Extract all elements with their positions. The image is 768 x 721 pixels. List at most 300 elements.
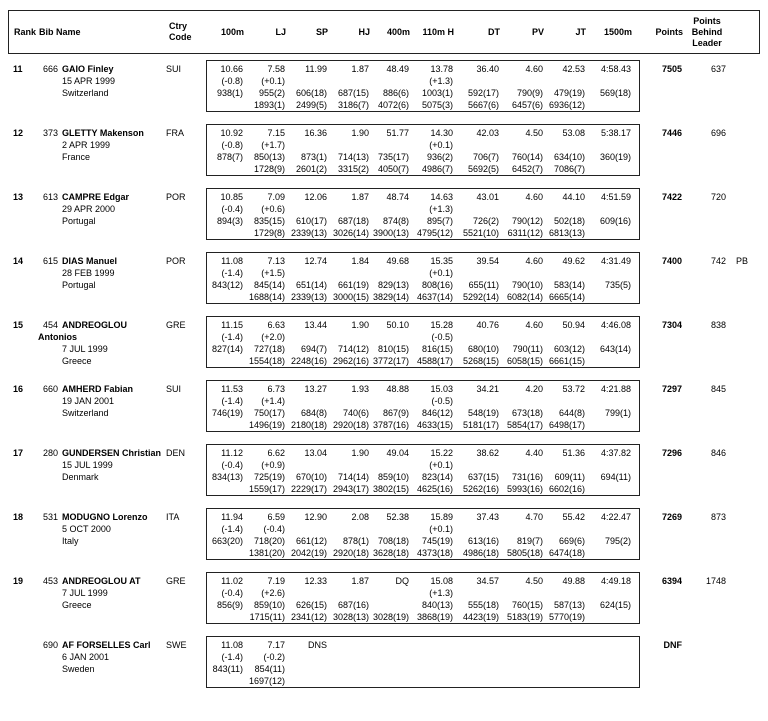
event-wind xyxy=(503,395,547,407)
athlete-row xyxy=(8,636,760,688)
athlete-info xyxy=(38,444,166,496)
event-wind: (-1.4) xyxy=(221,396,243,406)
event-cumulative xyxy=(209,355,247,367)
event-mark: 4:58.43 xyxy=(600,64,631,74)
event-wind xyxy=(547,395,589,407)
bib-and-name xyxy=(38,191,166,203)
event-points: 886(6) xyxy=(382,88,409,98)
event-mark: 6.73 xyxy=(267,384,285,394)
event-mark: 6.59 xyxy=(267,512,285,522)
header-col-lj: LJ xyxy=(275,26,286,37)
event-points: 726(2) xyxy=(472,216,499,226)
event-mark: 1.87 xyxy=(351,576,369,586)
event-cumulative xyxy=(209,99,247,111)
event-cumulative xyxy=(589,99,635,111)
country-name: Portugal xyxy=(62,216,96,226)
event-points: 548(19) xyxy=(467,408,499,418)
event-cumulative: 2248(16) xyxy=(290,356,327,366)
event-points: 874(8) xyxy=(382,216,409,226)
points-behind: 1748 xyxy=(705,576,726,586)
event-cumulative: 6474(18) xyxy=(548,548,585,558)
rank: 11 xyxy=(13,64,23,74)
event-points: 810(15) xyxy=(377,344,409,354)
event-cumulative: 4637(14) xyxy=(416,292,453,302)
event-cumulative: 2341(12) xyxy=(290,612,327,622)
event-points: 746(19) xyxy=(211,408,243,418)
event-points: 735(5) xyxy=(604,280,631,290)
event-points: 740(6) xyxy=(342,408,369,418)
event-mark: 52.38 xyxy=(386,512,409,522)
result-note xyxy=(728,188,766,240)
event-mark: 4.50 xyxy=(525,576,543,586)
event-cumulative: 6661(15) xyxy=(548,356,585,366)
event-wind xyxy=(331,459,373,471)
event-cumulative: 1559(17) xyxy=(248,484,285,494)
points-behind: 873 xyxy=(710,512,726,522)
event-points: 694(11) xyxy=(600,472,631,482)
birth-date: 7 JUL 1999 xyxy=(62,344,108,354)
event-cumulative: 5667(6) xyxy=(467,100,499,110)
event-cumulative xyxy=(331,675,373,687)
country-code: ITA xyxy=(166,512,180,522)
header-behind-line1: Points xyxy=(693,15,721,26)
event-mark: 4:46.08 xyxy=(600,320,631,330)
event-results-box xyxy=(206,444,640,496)
event-points: 479(19) xyxy=(553,88,585,98)
athlete-name: ANDREOGLOU AT xyxy=(62,576,141,586)
event-mark: 7.17 xyxy=(267,640,285,650)
event-wind xyxy=(589,459,635,471)
event-wind xyxy=(589,587,635,599)
event-cumulative: 3315(2) xyxy=(337,164,369,174)
event-mark: 7.15 xyxy=(267,128,285,138)
event-points xyxy=(373,663,413,675)
event-points: 895(7) xyxy=(426,216,453,226)
event-mark: 15.28 xyxy=(430,320,453,330)
header-col-sp: SP xyxy=(315,26,328,37)
event-mark: 50.94 xyxy=(562,320,585,330)
event-points: 735(17) xyxy=(377,152,409,162)
event-wind: (+1.5) xyxy=(261,268,285,278)
event-wind: (+0.6) xyxy=(261,204,285,214)
bib-number: 531 xyxy=(42,512,58,522)
header-points: Points xyxy=(655,26,683,37)
event-wind xyxy=(457,395,503,407)
event-mark: 4.50 xyxy=(525,128,543,138)
event-wind: (-1.4) xyxy=(221,268,243,278)
event-mark: 12.06 xyxy=(304,192,327,202)
event-cumulative xyxy=(589,355,635,367)
event-cumulative: 5268(15) xyxy=(462,356,499,366)
event-cumulative: 5692(5) xyxy=(467,164,499,174)
event-points: 834(13) xyxy=(211,472,243,482)
result-note xyxy=(728,572,766,624)
event-points: 555(18) xyxy=(467,600,499,610)
event-mark: 39.54 xyxy=(476,256,499,266)
event-points: 609(11) xyxy=(554,472,585,482)
event-cumulative: 1381(20) xyxy=(248,548,285,558)
birth-date: 15 JUL 1999 xyxy=(62,460,113,470)
event-points: 661(19) xyxy=(337,280,369,290)
athlete-row xyxy=(8,316,760,368)
header-col-dt: DT xyxy=(488,26,500,37)
event-points: 845(14) xyxy=(253,280,285,290)
event-points: 714(12) xyxy=(337,344,369,354)
event-points: 706(7) xyxy=(472,152,499,162)
event-points: 687(15) xyxy=(337,88,369,98)
total-points: 6394 xyxy=(661,576,682,586)
event-wind xyxy=(331,267,373,279)
event-mark: 49.62 xyxy=(562,256,585,266)
event-cumulative: 3028(13) xyxy=(332,612,369,622)
event-wind xyxy=(457,331,503,343)
event-mark: 36.40 xyxy=(476,64,499,74)
event-wind: (-1.4) xyxy=(221,332,243,342)
event-points: 819(7) xyxy=(516,536,543,546)
event-wind xyxy=(547,203,589,215)
event-wind xyxy=(373,459,413,471)
event-wind xyxy=(457,651,503,663)
event-points: 661(12) xyxy=(295,536,327,546)
athlete-row xyxy=(8,60,760,112)
event-cumulative: 2943(17) xyxy=(332,484,369,494)
event-wind xyxy=(413,651,457,663)
event-cumulative xyxy=(209,547,247,559)
event-points: 760(14) xyxy=(511,152,543,162)
event-mark: 15.03 xyxy=(430,384,453,394)
event-mark: 1.90 xyxy=(351,320,369,330)
bib-and-name xyxy=(38,383,166,395)
event-wind xyxy=(547,459,589,471)
total-points: 7400 xyxy=(661,256,682,266)
event-wind: (+2.0) xyxy=(261,332,285,342)
event-mark: 4:22.47 xyxy=(600,512,631,522)
event-mark: 4:31.49 xyxy=(600,256,631,266)
event-cumulative xyxy=(457,675,503,687)
event-cumulative: 6311(12) xyxy=(507,228,543,238)
event-cumulative: 6082(14) xyxy=(506,292,543,302)
event-wind: (-0.4) xyxy=(263,524,285,534)
event-mark: 4.60 xyxy=(525,64,543,74)
birth-date: 28 FEB 1999 xyxy=(62,268,115,278)
event-points: 856(9) xyxy=(216,600,243,610)
event-points: 829(13) xyxy=(377,280,409,290)
event-wind xyxy=(289,587,331,599)
event-wind: (+0.1) xyxy=(429,460,453,470)
athlete-row xyxy=(8,188,760,240)
event-cumulative: 1893(1) xyxy=(253,100,285,110)
event-wind xyxy=(289,459,331,471)
event-cumulative: 3026(14) xyxy=(332,228,369,238)
athlete-rows xyxy=(8,60,760,688)
event-points: 502(18) xyxy=(553,216,585,226)
event-mark xyxy=(547,639,589,651)
event-results-box xyxy=(206,124,640,176)
event-mark: 7.58 xyxy=(267,64,285,74)
athlete-name: GLETTY Makenson xyxy=(62,128,144,138)
rank: 15 xyxy=(13,320,24,330)
event-cumulative xyxy=(589,483,635,495)
event-mark xyxy=(413,639,457,651)
event-results-box xyxy=(206,636,640,688)
event-wind xyxy=(547,523,589,535)
event-wind xyxy=(289,267,331,279)
event-wind xyxy=(589,395,635,407)
event-mark: 51.77 xyxy=(386,128,409,138)
event-points: 799(1) xyxy=(604,408,631,418)
event-wind xyxy=(547,331,589,343)
birth-date: 2 APR 1999 xyxy=(62,140,111,150)
event-wind: (+0.1) xyxy=(261,76,285,86)
event-mark: 11.53 xyxy=(221,384,243,394)
event-cumulative xyxy=(209,483,247,495)
event-wind xyxy=(547,267,589,279)
header-col-400m: 400m xyxy=(386,26,410,37)
event-points: 850(13) xyxy=(253,152,285,162)
rank: 13 xyxy=(13,192,24,202)
event-results-box xyxy=(206,252,640,304)
event-wind: (+1.7) xyxy=(261,140,285,150)
event-cumulative xyxy=(209,163,247,175)
rank: 18 xyxy=(13,512,24,522)
event-cumulative: 3900(13) xyxy=(373,228,410,238)
event-wind xyxy=(331,587,373,599)
event-cumulative: 1729(8) xyxy=(253,228,285,238)
event-cumulative: 4588(17) xyxy=(416,356,453,366)
event-points: 624(15) xyxy=(599,600,631,610)
event-cumulative: 2042(19) xyxy=(290,548,327,558)
points-behind: 838 xyxy=(710,320,726,330)
event-cumulative: 6665(14) xyxy=(548,292,585,302)
event-mark: 4:51.59 xyxy=(600,192,631,202)
country-name: Italy xyxy=(62,536,79,546)
event-wind: (-0.4) xyxy=(221,588,243,598)
event-points: 360(19) xyxy=(599,152,631,162)
event-points: 687(18) xyxy=(337,216,369,226)
event-mark: 43.01 xyxy=(476,192,499,202)
event-cumulative: 6058(15) xyxy=(506,356,543,366)
points-behind xyxy=(684,636,728,688)
event-wind xyxy=(373,203,413,215)
event-points: 878(7) xyxy=(216,152,243,162)
event-wind xyxy=(331,203,373,215)
event-points xyxy=(503,663,547,675)
birth-date: 6 JAN 2001 xyxy=(62,652,110,662)
event-wind xyxy=(503,459,547,471)
bib-number: 280 xyxy=(42,448,58,458)
event-wind: (+1.3) xyxy=(429,204,453,214)
header-ctry-line2: Code xyxy=(169,32,192,42)
event-wind xyxy=(373,395,413,407)
event-mark: 50.10 xyxy=(386,320,409,330)
event-cumulative xyxy=(589,227,635,239)
event-mark: 49.04 xyxy=(386,448,409,458)
event-wind: (+1.3) xyxy=(429,76,453,86)
event-mark: 13.04 xyxy=(304,448,327,458)
event-mark: 15.89 xyxy=(430,512,453,522)
event-results-box xyxy=(206,188,640,240)
event-wind xyxy=(589,203,635,215)
total-points: 7304 xyxy=(661,320,682,330)
athlete-info xyxy=(38,188,166,240)
event-wind: (+0.1) xyxy=(429,140,453,150)
event-mark: 44.10 xyxy=(562,192,585,202)
event-cumulative xyxy=(589,291,635,303)
event-points: 673(18) xyxy=(511,408,543,418)
event-wind: (-1.4) xyxy=(221,524,243,534)
event-cumulative xyxy=(209,227,247,239)
country-code: GRE xyxy=(166,576,186,586)
header-bib-name: Bib Name xyxy=(39,26,81,37)
event-cumulative xyxy=(373,675,413,687)
country-name: France xyxy=(62,152,91,162)
event-wind xyxy=(589,523,635,535)
athlete-name: CAMPRE Edgar xyxy=(62,192,130,202)
event-mark: 10.66 xyxy=(220,64,243,74)
country-code: POR xyxy=(166,192,186,202)
event-wind xyxy=(373,267,413,279)
event-cumulative xyxy=(547,675,589,687)
event-wind xyxy=(589,651,635,663)
points-behind: 845 xyxy=(710,384,726,394)
country-name: Portugal xyxy=(62,280,96,290)
event-wind xyxy=(503,75,547,87)
event-mark xyxy=(373,639,413,651)
event-points: 714(13) xyxy=(337,152,369,162)
birth-date: 5 OCT 2000 xyxy=(62,524,111,534)
bib-number: 373 xyxy=(42,128,58,138)
athlete-info xyxy=(38,380,166,432)
event-points: 808(16) xyxy=(421,280,453,290)
total-points: 7505 xyxy=(661,64,682,74)
event-mark: 11.99 xyxy=(305,64,327,74)
event-cumulative: 5262(16) xyxy=(462,484,499,494)
event-wind xyxy=(331,331,373,343)
rank: 12 xyxy=(13,128,24,138)
event-mark: 4.60 xyxy=(525,192,543,202)
result-note xyxy=(728,124,766,176)
event-wind xyxy=(547,139,589,151)
event-mark: 13.27 xyxy=(304,384,327,394)
event-points: 708(18) xyxy=(377,536,409,546)
event-wind xyxy=(331,523,373,535)
event-mark: 1.84 xyxy=(351,256,369,266)
points-behind: 846 xyxy=(710,448,726,458)
bib-and-name xyxy=(38,255,166,267)
event-cumulative: 1697(12) xyxy=(248,676,285,686)
event-points: 583(14) xyxy=(553,280,585,290)
event-cumulative xyxy=(209,291,247,303)
event-mark: 5:38.17 xyxy=(600,128,631,138)
athlete-row xyxy=(8,508,760,560)
event-mark: 4:21.88 xyxy=(600,384,631,394)
event-wind xyxy=(547,587,589,599)
event-mark: 15.35 xyxy=(430,256,453,266)
total-points: 7446 xyxy=(661,128,682,138)
result-note xyxy=(728,316,766,368)
event-wind: (-0.5) xyxy=(431,332,453,342)
event-mark: 2.08 xyxy=(351,512,369,522)
header-col-1500m: 1500m xyxy=(603,26,632,37)
bib-number: 690 xyxy=(42,640,58,650)
header-points-behind-leader xyxy=(685,16,729,49)
header-behind-line2: Behind xyxy=(691,26,723,37)
event-wind xyxy=(373,139,413,151)
header-col-110mh: 110m H xyxy=(422,26,454,37)
birth-date: 29 APR 2000 xyxy=(62,204,116,214)
event-cumulative: 3000(15) xyxy=(332,292,369,302)
event-results-box xyxy=(206,380,640,432)
result-note: PB xyxy=(736,256,749,266)
event-points: 816(15) xyxy=(421,344,453,354)
event-mark: 4:37.82 xyxy=(600,448,631,458)
bib-and-name xyxy=(38,319,166,343)
event-mark: 38.62 xyxy=(476,448,499,458)
event-cumulative: 5521(10) xyxy=(462,228,499,238)
event-wind xyxy=(331,75,373,87)
country-name: Greece xyxy=(62,356,92,366)
event-cumulative xyxy=(413,675,457,687)
points-behind: 637 xyxy=(710,64,726,74)
event-cumulative: 4795(12) xyxy=(416,228,453,238)
event-mark: 14.30 xyxy=(430,128,453,138)
event-points: 663(20) xyxy=(211,536,243,546)
event-wind xyxy=(589,75,635,87)
birth-date: 15 APR 1999 xyxy=(62,76,116,86)
event-mark: 40.76 xyxy=(476,320,499,330)
event-points: 637(15) xyxy=(467,472,499,482)
event-wind: (+0.9) xyxy=(261,460,285,470)
event-points: 634(10) xyxy=(553,152,585,162)
event-cumulative: 3772(17) xyxy=(373,356,410,366)
event-cumulative: 6498(17) xyxy=(548,420,585,430)
event-mark: 51.36 xyxy=(562,448,585,458)
event-mark: 6.63 xyxy=(267,320,285,330)
birth-date: 19 JAN 2001 xyxy=(62,396,115,406)
athlete-info xyxy=(38,572,166,624)
event-points: 655(11) xyxy=(468,280,499,290)
event-wind xyxy=(503,267,547,279)
event-points: 609(16) xyxy=(599,216,631,226)
table-header xyxy=(8,10,760,54)
event-mark: 15.22 xyxy=(430,448,453,458)
event-cumulative: 4373(18) xyxy=(416,548,453,558)
header-event-columns xyxy=(207,27,641,38)
event-mark: 11.12 xyxy=(221,448,243,458)
event-mark: 4:49.18 xyxy=(600,576,631,586)
rank: 19 xyxy=(13,576,24,586)
bib-number: 453 xyxy=(42,576,58,586)
event-cumulative: 1715(11) xyxy=(249,612,285,622)
event-points xyxy=(547,663,589,675)
country-name: Switzerland xyxy=(62,88,109,98)
points-behind: 696 xyxy=(710,128,726,138)
event-mark: 10.92 xyxy=(220,128,243,138)
event-mark: 11.02 xyxy=(221,576,243,586)
athlete-name: AMHERD Fabian xyxy=(62,384,134,394)
event-mark: 4.40 xyxy=(525,448,543,458)
event-wind xyxy=(373,75,413,87)
event-cumulative: 6452(7) xyxy=(511,164,543,174)
event-cumulative xyxy=(503,675,547,687)
event-mark: 15.08 xyxy=(430,576,453,586)
event-mark: 49.68 xyxy=(386,256,409,266)
event-mark xyxy=(503,639,547,651)
event-cumulative xyxy=(209,675,247,687)
event-points: 894(3) xyxy=(216,216,243,226)
event-cumulative: 1728(9) xyxy=(253,164,285,174)
event-wind xyxy=(589,267,635,279)
